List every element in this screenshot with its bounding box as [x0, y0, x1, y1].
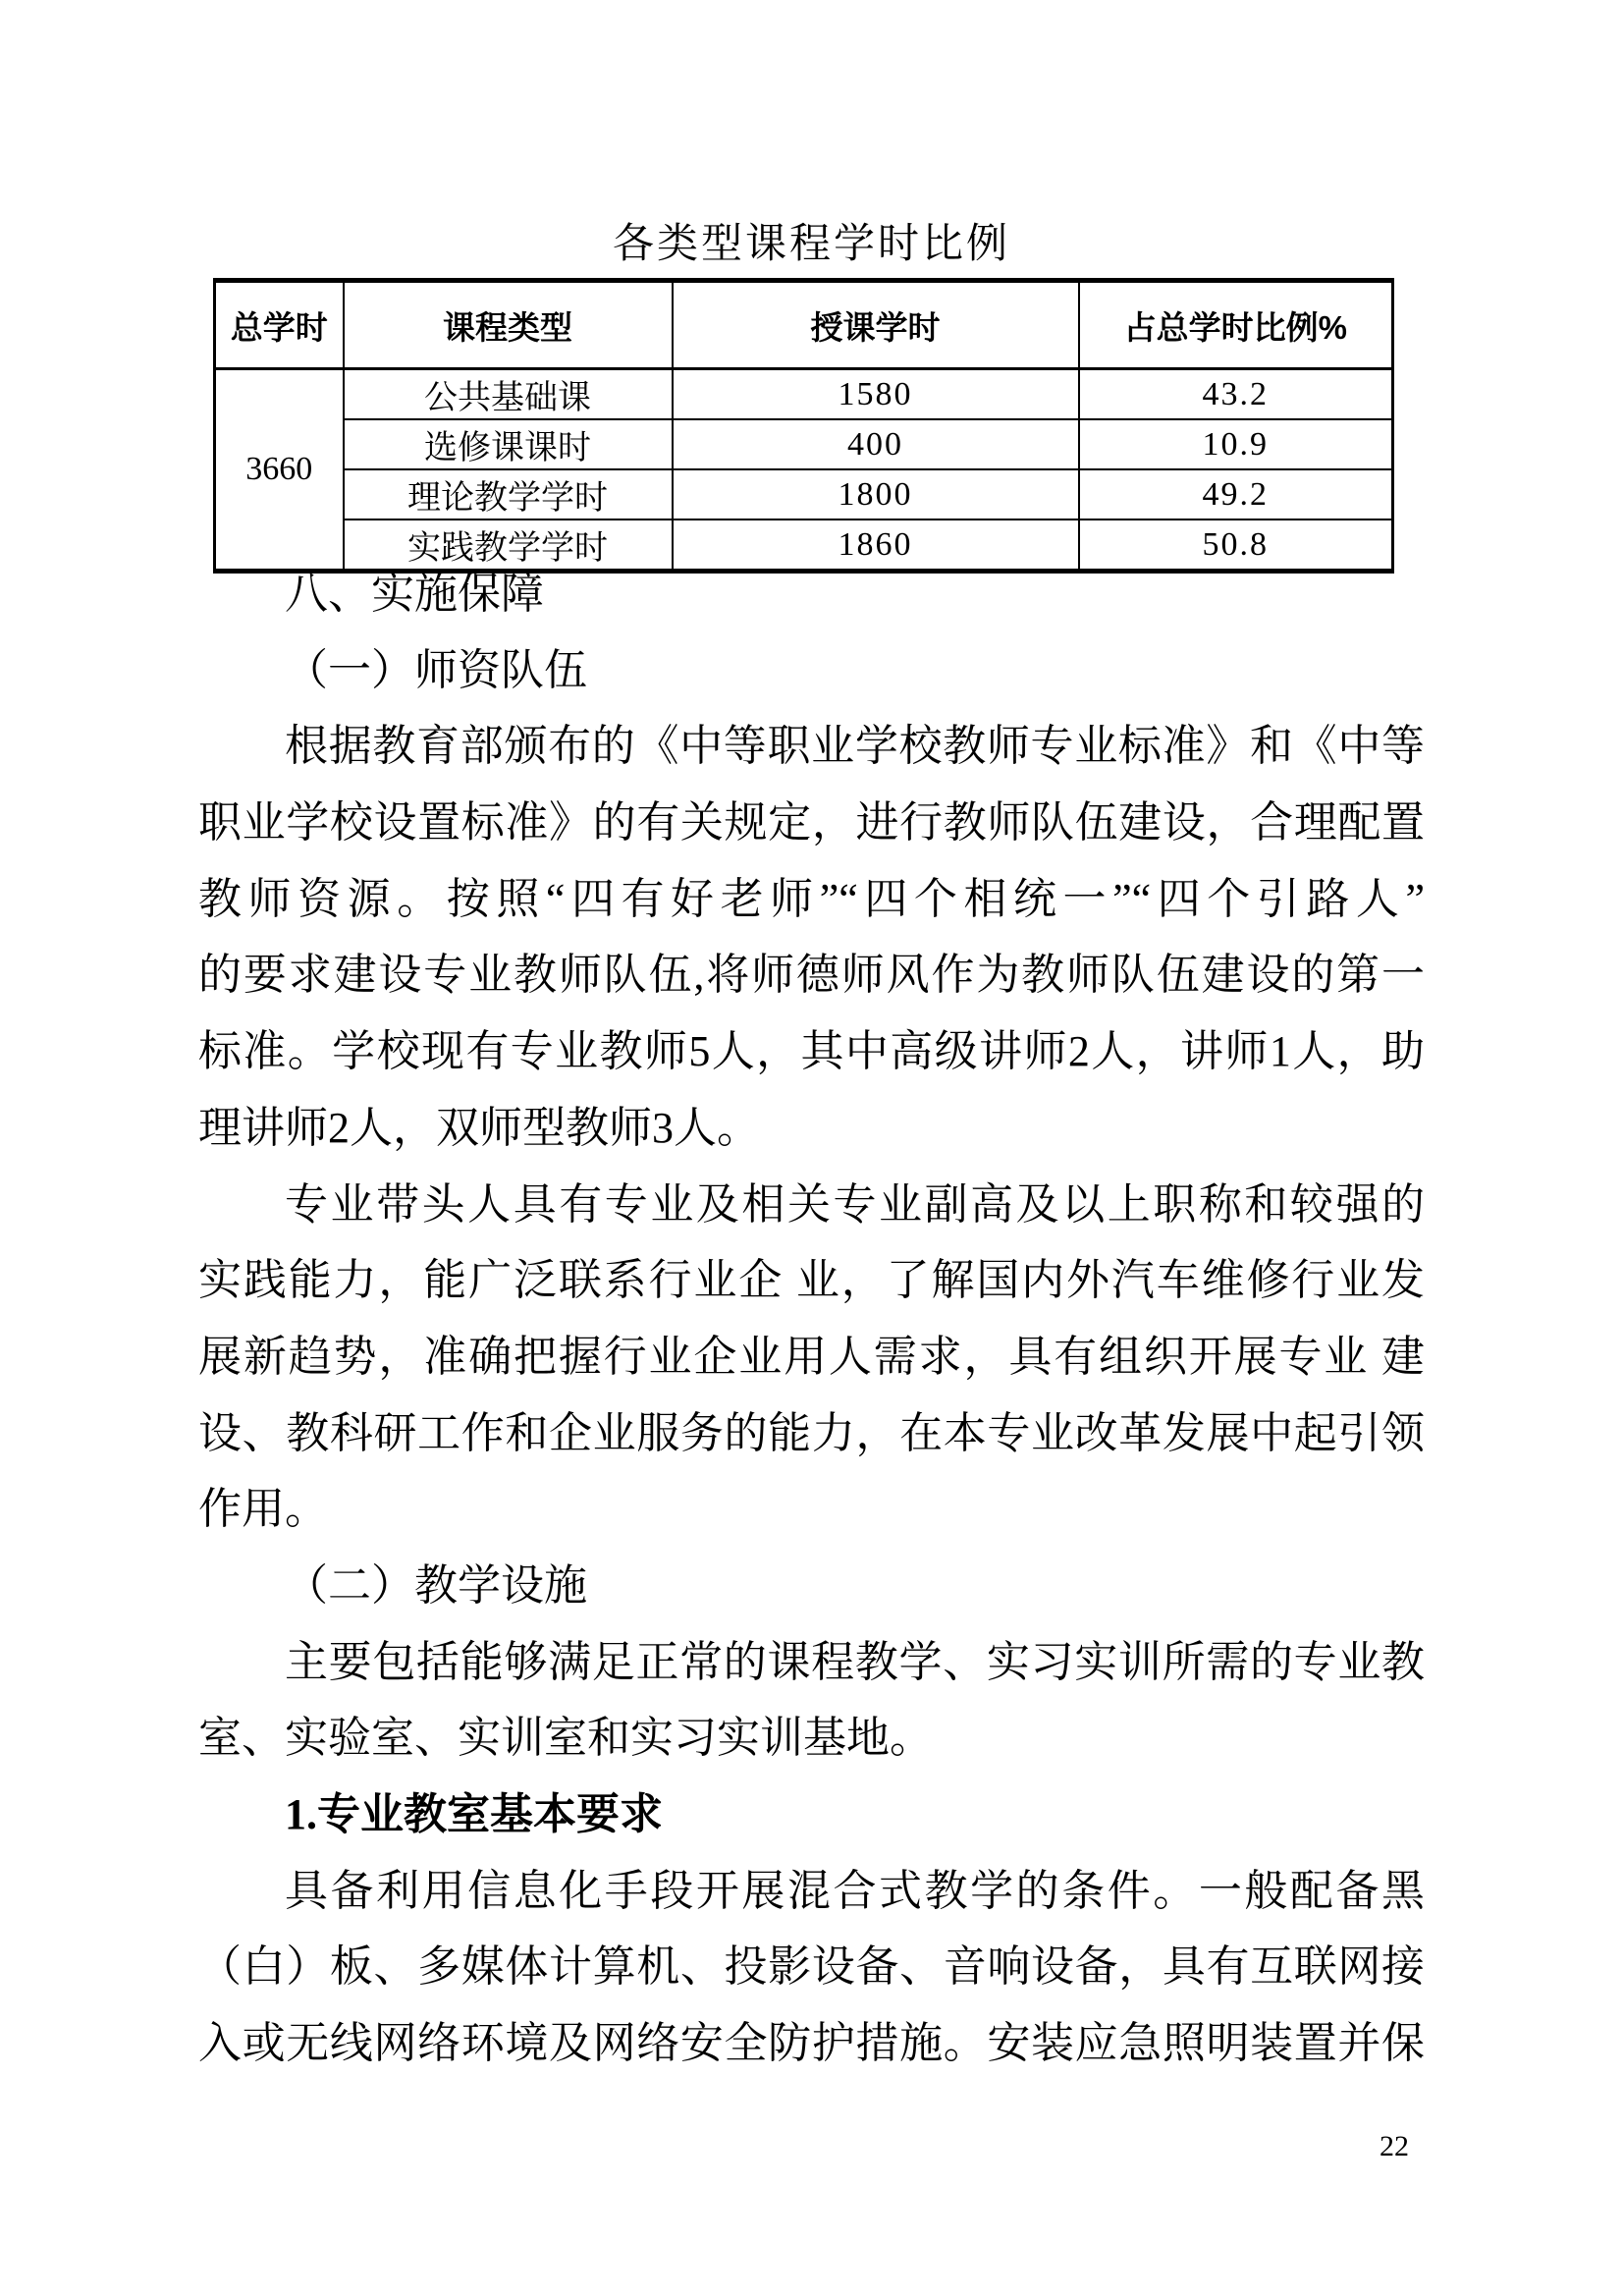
paragraph-line: 具备利用信息化手段开展混合式教学的条件。一般配备黑	[285, 1866, 1425, 1915]
paragraph-line: 设、教科研工作和企业服务的能力，在本专业改革发展中起引领	[198, 1408, 1425, 1457]
paragraph-line: 标准。学校现有专业教师5人，其中高级讲师2人，讲师1人，助	[198, 1027, 1425, 1076]
paragraph-line: 教师资源。按照“四有好老师”“四个相统一”“四个引路人”	[198, 874, 1425, 923]
paragraph-line: 作用。	[198, 1485, 328, 1534]
page-number: 22	[1380, 2130, 1409, 2162]
subsection-heading-facilities: （二）教学设施	[285, 1560, 587, 1610]
cell-course-type: 理论教学学时	[344, 469, 673, 519]
table-header-row	[215, 281, 1393, 369]
cell-course-type: 公共基础课	[344, 369, 673, 420]
table-row	[215, 369, 1393, 420]
paragraph-line: 展新趋势，准确把握行业企业用人需求，具有组织开展专业 建	[198, 1332, 1425, 1381]
col-header-teaching-hours: 授课学时	[673, 281, 1079, 369]
cell-hours: 400	[673, 419, 1079, 469]
paragraph-line: 理讲师2人，双师型教师3人。	[198, 1103, 760, 1152]
paragraph-line: 入或无线网络环境及网络安全防护措施。安装应急照明装置并保	[198, 2019, 1425, 2068]
table-title: 各类型课程学时比例	[612, 222, 1010, 267]
document-body	[198, 556, 1425, 2082]
cell-percent: 10.9	[1079, 419, 1393, 469]
paragraph-line: 职业学校设置标准》的有关规定，进行教师队伍建设，合理配置	[198, 798, 1425, 847]
course-hours-table	[213, 278, 1394, 574]
cell-total-hours: 3660	[215, 369, 344, 572]
paragraph-line: 的要求建设专业教师队伍,将师德师风作为教师队伍建设的第一	[198, 951, 1425, 1000]
section-heading-implementation: 八、实施保障	[285, 570, 544, 618]
paragraph-line: 根据教育部颁布的《中等职业学校教师专业标准》和《中等	[285, 722, 1425, 771]
col-header-percent: 占总学时比例%	[1079, 281, 1393, 369]
cell-hours: 1800	[673, 469, 1079, 519]
cell-percent: 50.8	[1079, 519, 1393, 572]
table-row	[215, 419, 1393, 469]
paragraph-line: 主要包括能够满足正常的课程教学、实习实训所需的专业教	[285, 1637, 1425, 1686]
paragraph-line: （白）板、多媒体计算机、投影设备、音响设备，具有互联网接	[198, 1942, 1425, 1992]
paragraph-line: 专业带头人具有专业及相关专业副高及以上职称和较强的	[285, 1179, 1425, 1229]
subsection-heading-classroom-requirements: 1.专业教室基本要求	[285, 1790, 663, 1838]
cell-course-type: 选修课课时	[344, 419, 673, 469]
cell-percent: 49.2	[1079, 469, 1393, 519]
paragraph-line: 室、实验室、实训室和实习实训基地。	[198, 1714, 933, 1763]
cell-percent: 43.2	[1079, 369, 1393, 420]
cell-hours: 1860	[673, 519, 1079, 572]
col-header-total-hours: 总学时	[215, 281, 344, 369]
cell-course-type: 实践教学学时	[344, 519, 673, 572]
col-header-course-type: 课程类型	[344, 281, 673, 369]
table-row	[215, 469, 1393, 519]
paragraph-line: 实践能力，能广泛联系行业企 业，了解国内外汽车维修行业发	[198, 1256, 1425, 1305]
subsection-heading-faculty: （一）师资队伍	[285, 645, 587, 694]
cell-hours: 1580	[673, 369, 1079, 420]
